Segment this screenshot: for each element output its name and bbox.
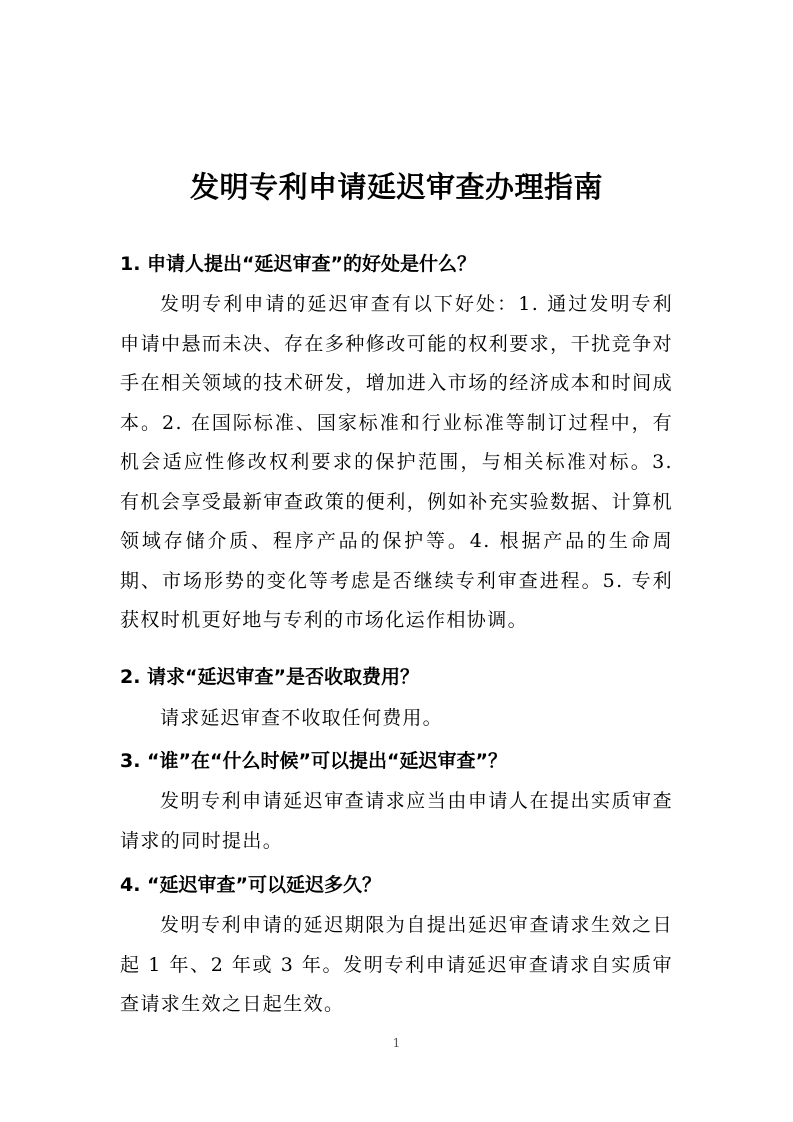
question-heading-1: 1. 申请人提出“延迟审查”的好处是什么？	[120, 253, 477, 275]
document-title: 发明专利申请延迟审查办理指南	[189, 170, 603, 204]
question-heading-4: 4. “延迟审查”可以延迟多久？	[120, 874, 382, 896]
question-heading-2: 2. 请求“延迟审查”是否收取费用？	[120, 666, 420, 688]
question-heading-3: 3. “谁”在“什么时候”可以提出“延迟审查”？	[120, 750, 507, 772]
answer-paragraph-3: 发明专利申请延迟审查请求应当由申请人在提出实质审查请求的同时提出。	[120, 790, 673, 852]
answer-paragraph-4: 发明专利申请的延迟期限为自提出延迟审查请求生效之日起 1 年、2 年或 3 年。发明专利申请延迟审查请求自实质审查请求生效之日起生效。	[120, 914, 673, 1015]
answer-paragraph-1: 发明专利申请的延迟审查有以下好处：1. 通过发明专利申请中悬而未决、存在多种修改可能的权利要求，干扰竞争对手在相关领域的技术研发，增加进入市场的经济成本和时间成本。2. 在国际标准、国家标准和行业标准等制订过程中，有机会适应性修改权利要求的保护范围，与相关标准对标。3. 有机会享受最新审查政策的便利，例如补充实验数据、计算机领域存储介质、程序产品的保护等。4. 根据产品的生命周期、市场形势的变化等考虑是否继续专利审查进程。5. 专利获权时机更好地与专利的市场化运作相协调。	[120, 293, 673, 631]
answer-paragraph-2: 请求延迟审查不收取任何费用。	[160, 707, 443, 729]
page-number: 1	[392, 1036, 401, 1050]
